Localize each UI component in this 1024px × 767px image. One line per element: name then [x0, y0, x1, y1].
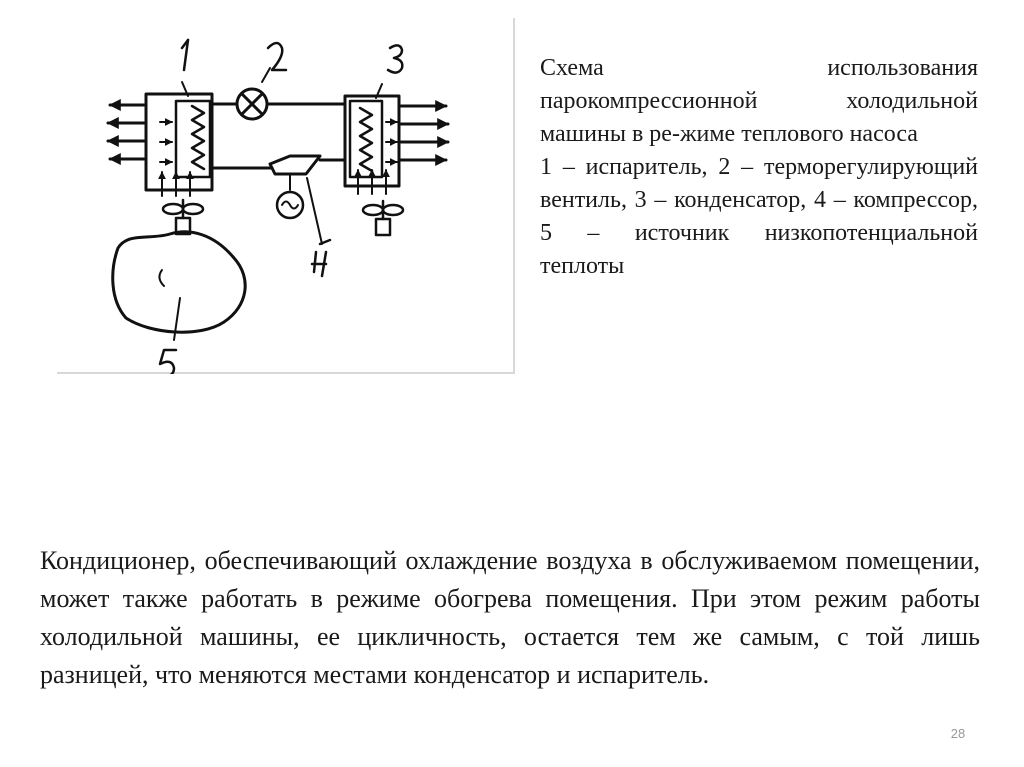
label-condenser: 3 — [395, 45, 409, 72]
page-number: 28 — [950, 726, 966, 741]
evaporator-fan — [163, 200, 203, 234]
label-source: 5 — [164, 351, 178, 374]
compressor — [212, 156, 345, 276]
condenser-fan — [363, 201, 403, 235]
diagram-caption — [540, 52, 978, 283]
evaporator-unit — [108, 40, 212, 196]
heat-pump-diagram — [57, 18, 515, 374]
heat-source — [113, 232, 245, 374]
label-compressor: 4 — [318, 259, 332, 286]
caption-title: Схема использования парокомпрессионной холодильной машины в ре-жиме теплового насоса — [540, 55, 978, 147]
label-evaporator: 1 — [192, 33, 206, 60]
caption-legend: 1 – испаритель, 2 – терморегулирующий вентиль, 3 – конденсатор, 4 – компрессор, 5 – источник низкопотенциальной теплоты — [540, 154, 978, 279]
body-paragraph: Кондиционер, обеспечивающий охлаждение воздуха в обслуживаемом помещении, может также работать в режиме обогрева помещения. При этом режим работы холодильной машины, ее цикличность, остается тем же самым, с той лишь разницей, что меняются местами конденсатор и испаритель. — [40, 546, 980, 689]
diagram-frame — [57, 18, 515, 374]
label-valve: 2 — [272, 33, 286, 60]
